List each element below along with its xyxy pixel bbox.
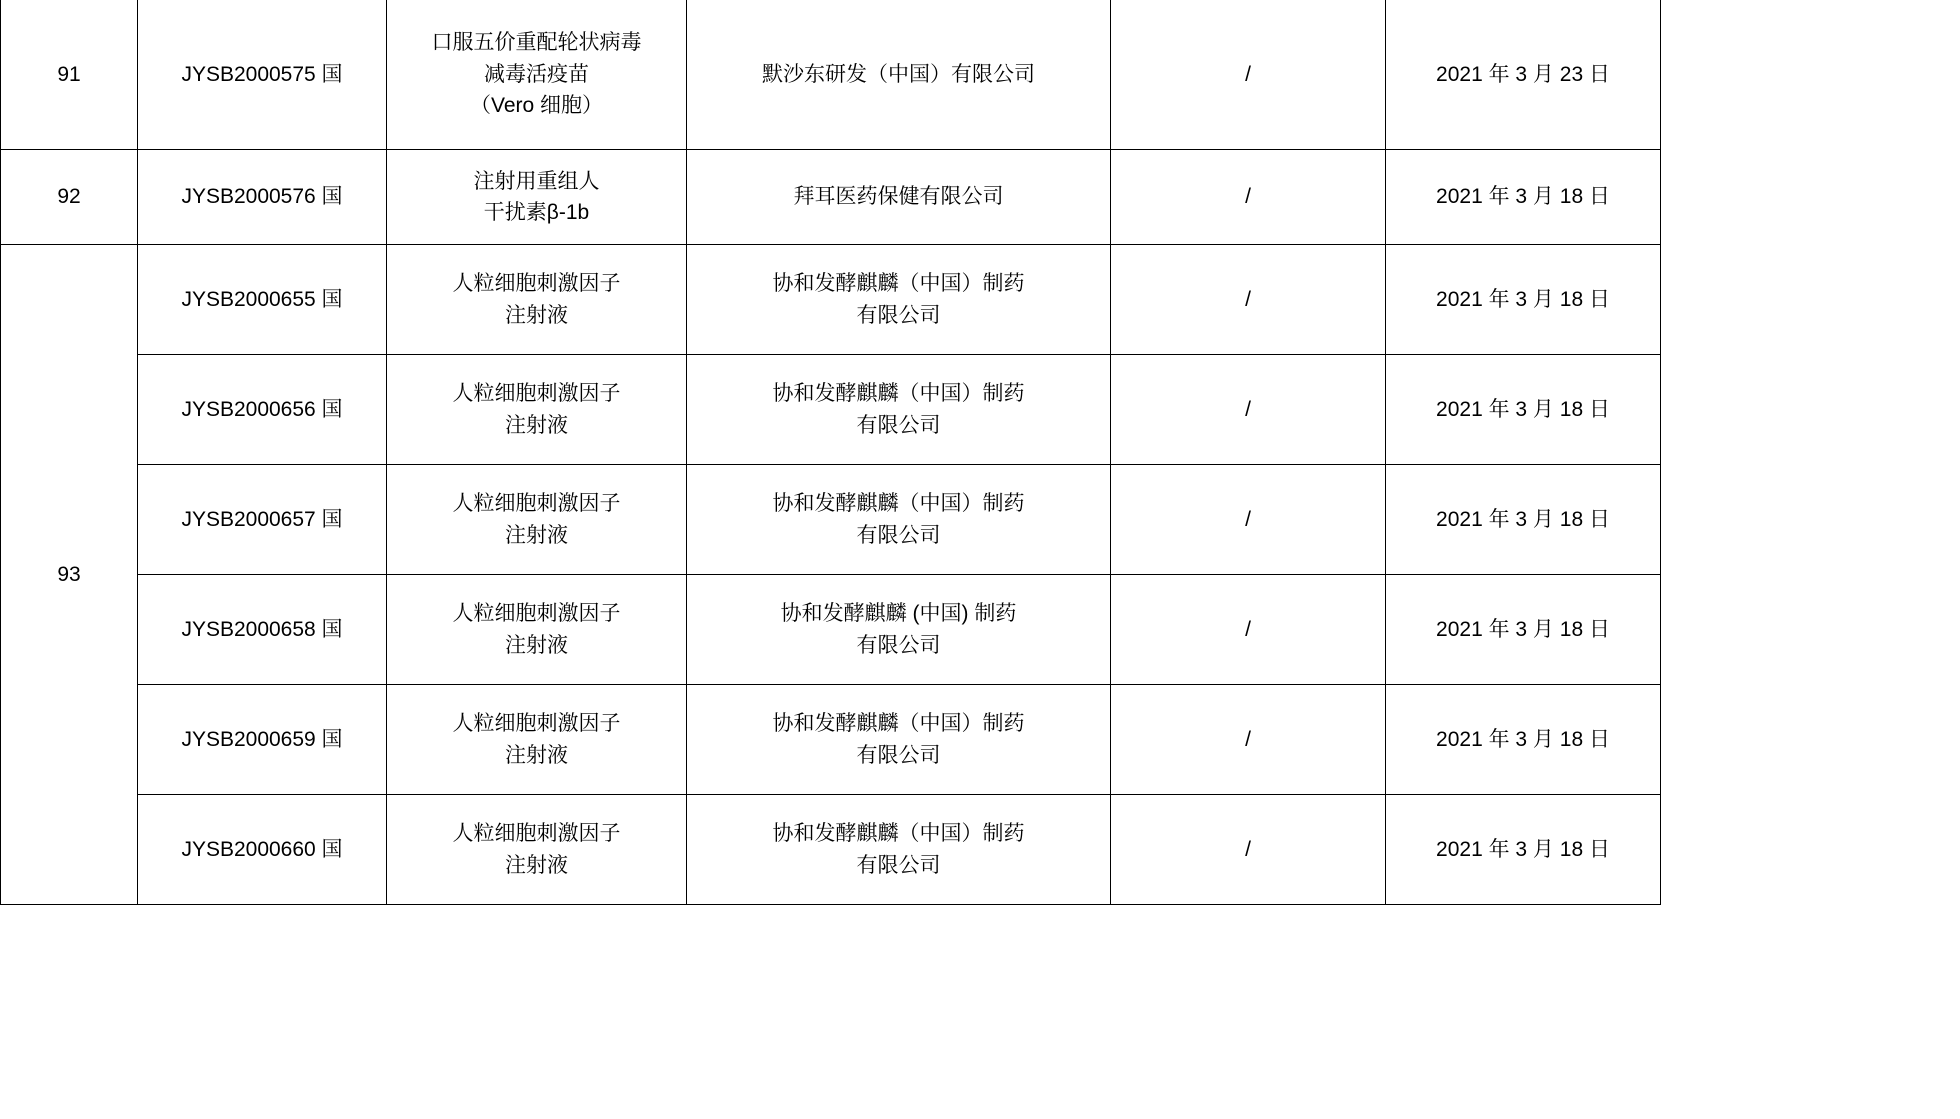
table-row bbox=[1, 465, 1661, 575]
drug-name-line: 人粒细胞刺激因子 bbox=[452, 272, 621, 295]
cell-mark: / bbox=[1111, 465, 1386, 575]
table-row bbox=[1, 685, 1661, 795]
applicant-line: 拜耳医药保健有限公司 bbox=[793, 185, 1004, 209]
cell-acceptance-code: JYSB2000658 国 bbox=[138, 575, 387, 685]
cell-acceptance-code: JYSB2000659 国 bbox=[138, 685, 387, 795]
applicant-line: 协和发酵麒麟（中国）制药 bbox=[772, 272, 1025, 295]
table-row bbox=[1, 575, 1661, 685]
cell-drug-name bbox=[387, 0, 687, 150]
cell-applicant bbox=[687, 245, 1111, 355]
applicant-line: 协和发酵麒麟（中国）制药 bbox=[772, 382, 1025, 405]
cell-drug-name bbox=[387, 685, 687, 795]
applicant-line: 协和发酵麒麟（中国）制药 bbox=[772, 822, 1025, 845]
cell-mark: / bbox=[1111, 245, 1386, 355]
drug-name-line: 注射液 bbox=[505, 743, 568, 767]
drug-name-line: （Vero 细胞） bbox=[469, 94, 604, 118]
cell-acceptance-date: 2021 年 3 月 18 日 bbox=[1386, 795, 1661, 905]
cell-acceptance-date: 2021 年 3 月 23 日 bbox=[1386, 0, 1661, 150]
drug-name-line: 口服五价重配轮状病毒 bbox=[431, 31, 642, 55]
cell-drug-name bbox=[387, 795, 687, 905]
cell-acceptance-code: JYSB2000655 国 bbox=[138, 245, 387, 355]
cell-acceptance-code: JYSB2000576 国 bbox=[138, 150, 387, 245]
applicant-line: 有限公司 bbox=[856, 633, 941, 657]
applicant-line: 有限公司 bbox=[856, 413, 941, 437]
cell-acceptance-date: 2021 年 3 月 18 日 bbox=[1386, 685, 1661, 795]
drug-name-line: 减毒活疫苗 bbox=[484, 62, 589, 86]
cell-drug-name bbox=[387, 465, 687, 575]
cell-mark: / bbox=[1111, 150, 1386, 245]
drug-name-line: 人粒细胞刺激因子 bbox=[452, 492, 621, 515]
cell-drug-name bbox=[387, 150, 687, 245]
cell-mark: / bbox=[1111, 795, 1386, 905]
cell-applicant bbox=[687, 685, 1111, 795]
drug-name-line: 注射液 bbox=[505, 633, 568, 657]
table-row bbox=[1, 795, 1661, 905]
drug-name-line: 注射液 bbox=[505, 853, 568, 877]
cell-mark: / bbox=[1111, 0, 1386, 150]
drug-name-line: 人粒细胞刺激因子 bbox=[452, 712, 621, 735]
cell-acceptance-code: JYSB2000657 国 bbox=[138, 465, 387, 575]
applicant-line: 有限公司 bbox=[856, 303, 941, 327]
table-body bbox=[1, 0, 1661, 905]
cell-mark: / bbox=[1111, 685, 1386, 795]
cell-drug-name bbox=[387, 245, 687, 355]
table-row bbox=[1, 355, 1661, 465]
table-row bbox=[1, 0, 1661, 150]
drug-name-line: 注射液 bbox=[505, 523, 568, 547]
drug-name-line: 注射液 bbox=[505, 413, 568, 437]
cell-sequence-number: 92 bbox=[1, 150, 138, 245]
cell-acceptance-date: 2021 年 3 月 18 日 bbox=[1386, 355, 1661, 465]
cell-drug-name bbox=[387, 575, 687, 685]
cell-drug-name bbox=[387, 355, 687, 465]
cell-acceptance-code: JYSB2000575 国 bbox=[138, 0, 387, 150]
drug-name-line: 人粒细胞刺激因子 bbox=[452, 382, 621, 405]
drug-name-line: 人粒细胞刺激因子 bbox=[452, 822, 621, 845]
cell-acceptance-date: 2021 年 3 月 18 日 bbox=[1386, 150, 1661, 245]
drug-name-line: 注射液 bbox=[505, 303, 568, 327]
cell-acceptance-date: 2021 年 3 月 18 日 bbox=[1386, 575, 1661, 685]
applicant-line: 有限公司 bbox=[856, 523, 941, 547]
cell-mark: / bbox=[1111, 355, 1386, 465]
cell-acceptance-code: JYSB2000656 国 bbox=[138, 355, 387, 465]
cell-acceptance-code: JYSB2000660 国 bbox=[138, 795, 387, 905]
cell-sequence-number: 91 bbox=[1, 0, 138, 150]
applicant-line: 默沙东研发（中国）有限公司 bbox=[762, 62, 1035, 86]
cell-mark: / bbox=[1111, 575, 1386, 685]
cell-applicant bbox=[687, 575, 1111, 685]
drug-name-line: 干扰素β-1b bbox=[483, 201, 590, 224]
applicant-line: 协和发酵麒麟（中国）制药 bbox=[772, 492, 1025, 515]
cell-acceptance-date: 2021 年 3 月 18 日 bbox=[1386, 465, 1661, 575]
cell-applicant bbox=[687, 0, 1111, 150]
cell-acceptance-date: 2021 年 3 月 18 日 bbox=[1386, 245, 1661, 355]
applicant-line: 有限公司 bbox=[856, 853, 941, 877]
table-row bbox=[1, 245, 1661, 355]
applicant-line: 协和发酵麒麟（中国）制药 bbox=[772, 712, 1025, 735]
drug-name-line: 人粒细胞刺激因子 bbox=[452, 602, 621, 625]
cell-applicant bbox=[687, 795, 1111, 905]
cell-applicant bbox=[687, 465, 1111, 575]
table-row bbox=[1, 150, 1661, 245]
cell-sequence-number: 93 bbox=[1, 245, 138, 905]
cell-applicant bbox=[687, 150, 1111, 245]
cell-applicant bbox=[687, 355, 1111, 465]
drug-name-line: 注射用重组人 bbox=[473, 169, 600, 193]
applicant-line: 有限公司 bbox=[856, 743, 941, 767]
applicant-line: 协和发酵麒麟 (中国) 制药 bbox=[780, 602, 1017, 625]
